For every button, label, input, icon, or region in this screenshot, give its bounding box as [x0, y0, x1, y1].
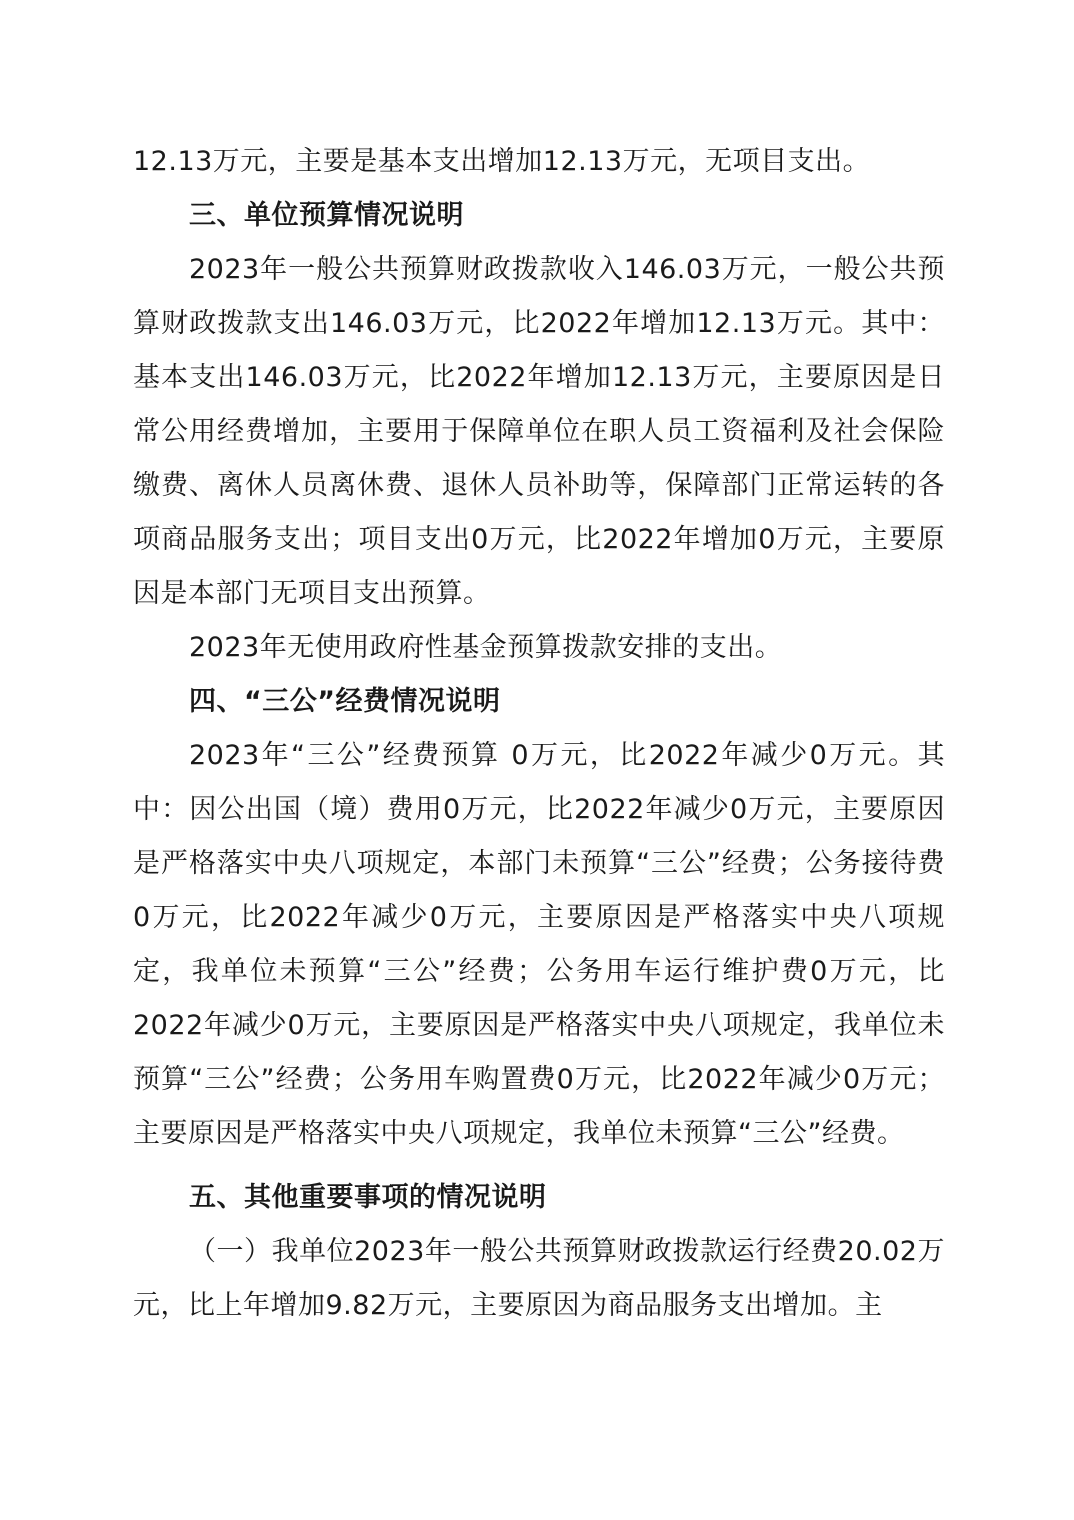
section-5-heading: 五、其他重要事项的情况说明 — [189, 1182, 547, 1213]
section-3-paragraph-2: 2023年无使用政府性基金预算拨款安排的支出。 — [189, 632, 783, 663]
section-4-heading: 四、“三公”经费情况说明 — [189, 686, 501, 717]
section-3-paragraph-1: 2023年一般公共预算财政拨款收入146.03万元，一般公共预算财政拨款支出146.03万元，比2022年增加12.13万元。其中：基本支出146.03万元，比2022年增加12.13万元，主要原因是日常公用经费增加，主要用于保障单位在职人员工资福利及社会保险缴费、离休人员离休费、退休人员补助等，保障部门正常运转的各项商品服务支出；项目支出0万元，比2022年增加0万元，主要原因是本部门无项目支出预算。 — [133, 254, 945, 609]
section-5-paragraph-1: （一）我单位2023年一般公共预算财政拨款运行经费20.02万元，比上年增加9.82万元，主要原因为商品服务支出增加。主 — [133, 1236, 945, 1321]
document-body — [133, 135, 945, 1333]
continuation-paragraph: 12.13万元，主要是基本支出增加12.13万元，无项目支出。 — [133, 146, 871, 177]
section-4-paragraph-1: 2023年“三公”经费预算 0万元，比2022年减少0万元。其中：因公出国（境）费用0万元，比2022年减少0万元，主要原因是严格落实中央八项规定，本部门未预算“三公”经费；公务接待费0万元，比2022年减少0万元，主要原因是严格落实中央八项规定，我单位未预算“三公”经费；公务用车运行维护费0万元，比2022年减少0万元，主要原因是严格落实中央八项规定，我单位未预算“三公”经费；公务用车购置费0万元，比2022年减少0万元；主要原因是严格落实中央八项规定，我单位未预算“三公”经费。 — [133, 740, 945, 1149]
section-3-heading: 三、单位预算情况说明 — [189, 200, 464, 231]
